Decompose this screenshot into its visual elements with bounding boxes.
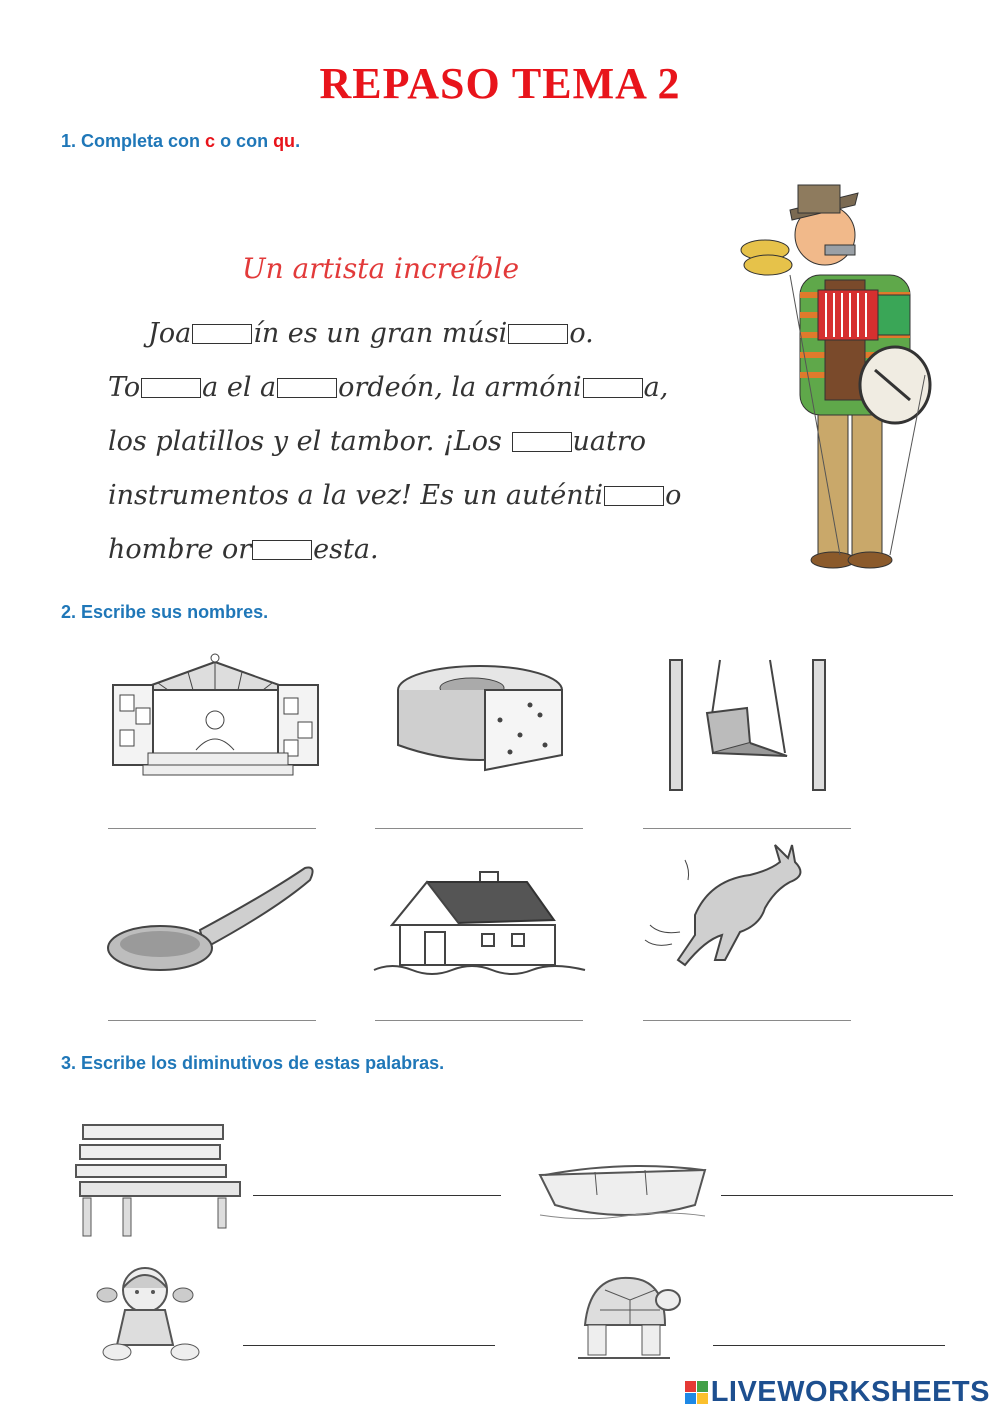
reading-text: o <box>665 480 682 511</box>
answer-blank-6[interactable] <box>512 432 572 452</box>
kiosk-icon <box>108 650 323 785</box>
swing-icon <box>665 658 830 793</box>
kangaroo-icon <box>640 840 810 970</box>
answer-blank-3[interactable] <box>141 378 201 398</box>
reading-text: hombre or <box>108 534 252 565</box>
boat-icon <box>535 1150 710 1225</box>
answer-blank-5[interactable] <box>583 378 643 398</box>
reading-line-2 <box>108 371 668 405</box>
answer-line[interactable] <box>253 1195 501 1196</box>
brand-name: LIVEWORKSHEETS <box>710 1376 990 1408</box>
answer-line[interactable] <box>721 1195 953 1196</box>
section-1-number: 1. <box>61 131 77 151</box>
reading-line-3 <box>108 425 646 459</box>
reading-text: Joa <box>148 318 192 349</box>
letter-c: c <box>205 131 216 151</box>
liveworksheets-logo-icon <box>685 1381 708 1404</box>
answer-blank-7[interactable] <box>604 486 664 506</box>
reading-line-5 <box>108 533 379 567</box>
reading-line-4 <box>108 479 681 513</box>
reading-title: Un artista increíble <box>242 252 520 285</box>
answer-blank-4[interactable] <box>277 378 337 398</box>
answer-line[interactable] <box>375 828 583 829</box>
reading-text: ordeón, la armóni <box>338 372 582 403</box>
answer-blank-1[interactable] <box>192 324 252 344</box>
turtle-icon <box>570 1270 685 1365</box>
reading-text: To <box>108 372 141 403</box>
answer-line[interactable] <box>643 1020 851 1021</box>
doll-icon <box>95 1260 205 1365</box>
reading-line-1 <box>148 317 594 351</box>
answer-blank-8[interactable] <box>252 540 312 560</box>
one-man-band-icon <box>730 175 945 575</box>
reading-text: o. <box>569 318 594 349</box>
answer-line[interactable] <box>108 1020 316 1021</box>
page-title: REPASO TEMA 2 <box>319 59 681 108</box>
reading-text: a, <box>643 372 669 403</box>
answer-blank-2[interactable] <box>508 324 568 344</box>
letters-qu: qu <box>273 131 296 151</box>
house-icon <box>372 870 587 978</box>
section-1-text-middle: o con <box>215 131 274 151</box>
liveworksheets-brand <box>685 1376 990 1409</box>
spoon-icon <box>105 860 320 975</box>
reading-text: a el a <box>202 372 277 403</box>
reading-text: ín es un gran músi <box>253 318 508 349</box>
reading-text: uatro <box>572 426 646 457</box>
section-1-text-before: Completa con <box>81 131 206 151</box>
reading-text: instrumentos a la vez! Es un auténti <box>108 480 604 511</box>
reading-text: esta. <box>313 534 379 565</box>
answer-line[interactable] <box>243 1345 495 1346</box>
reading-text: los platillos y el tambor. ¡Los <box>108 426 511 457</box>
answer-line[interactable] <box>108 828 316 829</box>
section-2-heading: 2. Escribe sus nombres. <box>61 602 269 622</box>
cheese-icon <box>390 660 575 780</box>
answer-line[interactable] <box>643 828 851 829</box>
bench-icon <box>68 1120 243 1240</box>
section-1-text-after: . <box>295 131 301 151</box>
answer-line[interactable] <box>375 1020 583 1021</box>
answer-line[interactable] <box>713 1345 945 1346</box>
section-1-heading <box>61 131 300 152</box>
section-3-heading: 3. Escribe los diminutivos de estas palabras. <box>61 1053 445 1073</box>
